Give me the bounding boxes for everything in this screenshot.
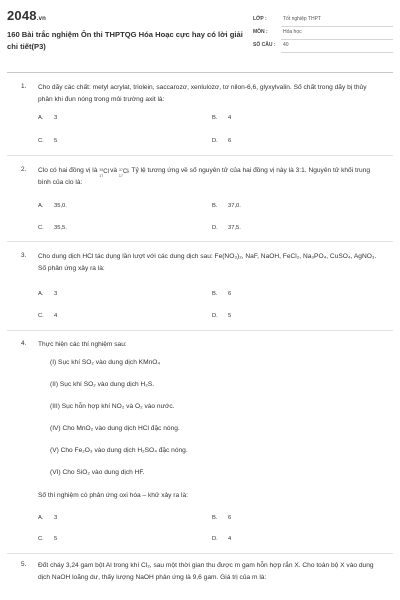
- option-value: 5: [228, 313, 232, 319]
- option-value: 6: [228, 138, 232, 144]
- question-separator: [7, 553, 393, 554]
- experiment-item: (V) Cho Fe₂O₃ vào dung dịch H₂SO₄ đặc nóng.: [50, 447, 188, 454]
- option-a[interactable]: [38, 291, 57, 297]
- option-letter: D.: [212, 536, 218, 542]
- option-value: 3: [54, 515, 58, 521]
- question-text: Số thí nghiệm có phản ứng oxi hóa – khử xảy ra là:: [38, 492, 188, 499]
- option-letter: B.: [212, 203, 218, 209]
- logo-tld: .vn: [36, 16, 47, 22]
- option-value: 4: [228, 536, 232, 542]
- meta-value: Tốt nghiệp THPT: [283, 16, 321, 22]
- meta-row-subject: [253, 27, 393, 40]
- experiment-item: (VI) Cho SiO₂ vào dung dịch HF.: [50, 469, 145, 476]
- question-separator: [7, 241, 393, 242]
- option-d[interactable]: [212, 138, 231, 144]
- meta-row-count: [253, 40, 393, 53]
- experiment-item: (III) Sục hỗn hợp khí NO₂ và O₂ vào nước.: [50, 403, 175, 410]
- option-c[interactable]: [38, 536, 57, 542]
- question-text: Đốt cháy 3,24 gam bột Al trong khí Cl₂, sau một thời gian thu được m gam hỗn hợp rắn X. Cho toàn bộ X vào dung dịch NaOH loãng dư, thấy lượng NaOH phản ứng là 9,6 gam. Giá trị của m là:: [38, 562, 374, 581]
- option-b[interactable]: [212, 515, 231, 521]
- option-letter: D.: [212, 313, 218, 319]
- logo-main: 2048: [7, 8, 37, 23]
- isotope-symbol: Cl: [122, 169, 129, 176]
- question-number: 4.: [21, 340, 27, 347]
- question-number: 3.: [21, 252, 27, 259]
- meta-label: SỐ CÂU :: [253, 42, 276, 48]
- isotope-atomic-number: 17: [118, 174, 123, 179]
- option-value: 3: [54, 115, 58, 121]
- option-value: 37,5.: [228, 225, 241, 231]
- question-separator: [7, 155, 393, 156]
- option-value: 35,0.: [54, 203, 67, 209]
- option-d[interactable]: [212, 225, 241, 231]
- meta-box: [253, 14, 393, 53]
- option-letter: B.: [212, 115, 218, 121]
- option-letter: D.: [212, 225, 218, 231]
- question-text-part: và: [110, 167, 118, 174]
- option-letter: D.: [212, 138, 218, 144]
- question-separator: [7, 330, 393, 331]
- option-b[interactable]: [212, 115, 231, 121]
- option-letter: C.: [38, 138, 44, 144]
- isotope-cl-37: [118, 166, 129, 179]
- option-c[interactable]: [38, 313, 57, 319]
- isotope-symbol: Cl: [103, 169, 109, 176]
- option-value: 4: [54, 313, 58, 319]
- meta-label: LỚP :: [253, 16, 267, 22]
- option-value: 6: [228, 291, 232, 297]
- isotope-mass: 35: [99, 168, 104, 173]
- option-value: 3: [54, 291, 58, 297]
- header-divider: [7, 72, 393, 73]
- option-d[interactable]: [212, 313, 231, 319]
- option-letter: B.: [212, 515, 218, 521]
- isotope-atomic-number: 17: [99, 174, 104, 179]
- option-letter: A.: [38, 515, 44, 521]
- option-c[interactable]: [38, 225, 67, 231]
- option-value: 37,0.: [228, 203, 241, 209]
- experiment-item: (II) Sục khí SO₂ vào dung dịch H₂S.: [50, 381, 155, 388]
- site-logo[interactable]: [7, 8, 46, 23]
- question-intro: Thực hiện các thí nghiệm sau:: [38, 341, 127, 348]
- meta-label: MÔN :: [253, 29, 268, 35]
- question-number: 1.: [21, 83, 27, 90]
- experiment-item: (IV) Cho MnO₂ vào dung dịch HCl đặc nóng.: [50, 425, 180, 432]
- meta-row-class: [253, 14, 393, 27]
- option-b[interactable]: [212, 203, 241, 209]
- option-value: 35,5.: [54, 225, 67, 231]
- option-b[interactable]: [212, 291, 231, 297]
- question-text: Cho dãy các chất: metyl acrylat, triolein, saccarozơ, xenlulozơ, tơ nilon-6,6, glyxylvalin. Số chất trong dãy bị thủy phân khi đun nóng trong môi trường axit là:: [38, 84, 367, 103]
- meta-underline: [281, 52, 393, 53]
- question-number: 2.: [21, 166, 27, 173]
- question-number: 5.: [21, 561, 27, 568]
- option-c[interactable]: [38, 138, 57, 144]
- option-a[interactable]: [38, 115, 57, 121]
- document-title: 160 Bài trắc nghiệm Ôn thi THPTQG Hóa Hoạc cực hay có lời giải chi tiết(P3): [7, 30, 243, 51]
- option-letter: A.: [38, 203, 44, 209]
- option-d[interactable]: [212, 536, 231, 542]
- experiment-item: (I) Sục khí SO₂ vào dung dịch KMnO₄: [50, 359, 161, 366]
- question-text: [38, 165, 383, 189]
- document-header: [0, 0, 400, 74]
- meta-value: Hóa học: [283, 29, 302, 35]
- option-letter: C.: [38, 313, 44, 319]
- option-letter: C.: [38, 225, 44, 231]
- option-letter: A.: [38, 291, 44, 297]
- isotope-cl-35: [99, 166, 109, 179]
- question-text-part: Clo có hai đồng vị là: [38, 167, 98, 174]
- option-value: 5: [54, 138, 58, 144]
- meta-value: 40: [283, 42, 289, 48]
- option-a[interactable]: [38, 515, 57, 521]
- question-text-part: . Tỷ lệ tương ứng về số nguyên tử của hai đồng vị này là 3:1. Nguyên tử khối trung bình của clo là:: [38, 167, 371, 186]
- option-value: 5: [54, 536, 58, 542]
- option-letter: B.: [212, 291, 218, 297]
- option-value: 4: [228, 115, 232, 121]
- isotope-mass: 37: [118, 168, 123, 173]
- option-value: 6: [228, 515, 232, 521]
- question-text: Cho dung dịch HCl tác dụng lần lượt với các dung dịch sau: Fe(NO₃)₂, NaF, NaOH, FeCl₂, Na₃PO₄, CuSO₄, AgNO₃. Số phản ứng xảy ra là:: [38, 253, 377, 272]
- option-letter: A.: [38, 115, 44, 121]
- option-a[interactable]: [38, 203, 67, 209]
- option-letter: C.: [38, 536, 44, 542]
